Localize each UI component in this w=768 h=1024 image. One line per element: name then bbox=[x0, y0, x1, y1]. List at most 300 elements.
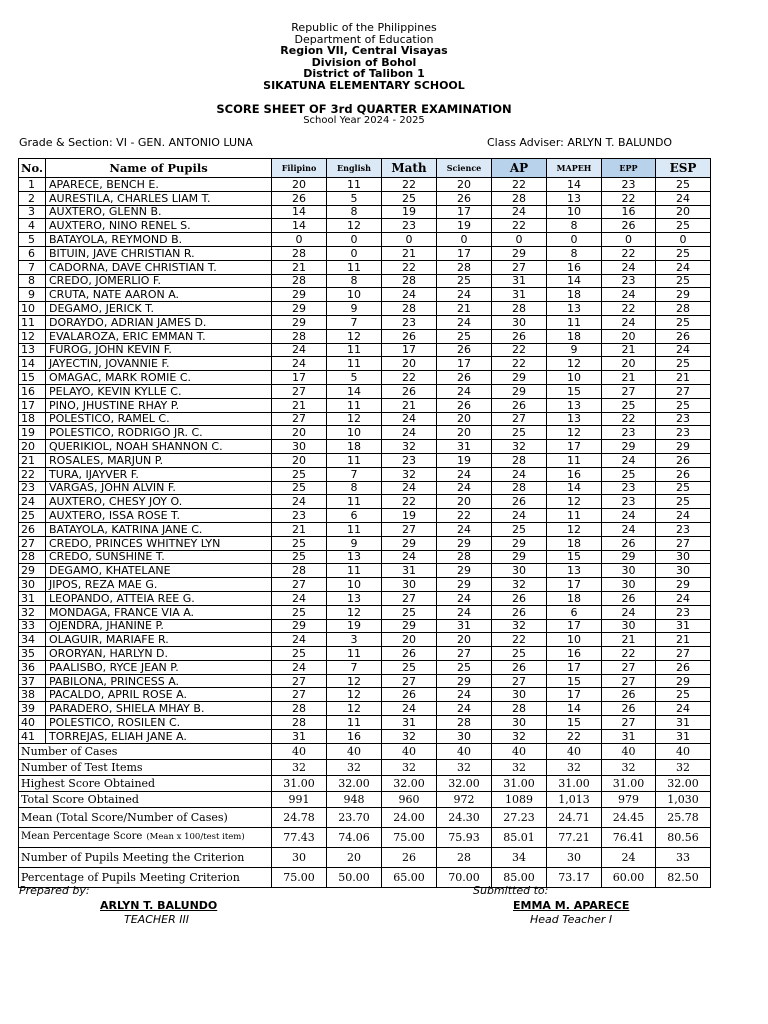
summary-value-english: 74.06 bbox=[327, 827, 382, 847]
score-filipino: 0 bbox=[272, 233, 327, 247]
pupil-name: PACALDO, APRIL ROSE A. bbox=[46, 688, 272, 702]
summary-value-mapeh: 32 bbox=[547, 759, 602, 775]
score-science: 24 bbox=[437, 702, 492, 716]
score-english: 11 bbox=[327, 453, 382, 467]
summary-value-mapeh: 40 bbox=[547, 743, 602, 759]
score-epp: 22 bbox=[602, 647, 656, 661]
score-math: 32 bbox=[382, 440, 437, 454]
summary-label bbox=[19, 791, 272, 807]
summary-value-epp: 76.41 bbox=[602, 827, 656, 847]
pupil-name: AUXTERO, NINO RENEL S. bbox=[46, 219, 272, 233]
score-epp: 24 bbox=[602, 509, 656, 523]
pupil-number: 35 bbox=[19, 647, 46, 661]
score-epp: 21 bbox=[602, 633, 656, 647]
score-math: 20 bbox=[382, 357, 437, 371]
pupil-name: POLESTICO, ROSILEN C. bbox=[46, 716, 272, 730]
table-row bbox=[19, 674, 711, 688]
summary-label-note: (Mean x 100/test item) bbox=[146, 832, 245, 843]
score-esp: 29 bbox=[656, 578, 711, 592]
score-english: 11 bbox=[327, 178, 382, 192]
pupil-number: 11 bbox=[19, 315, 46, 329]
pupil-number: 24 bbox=[19, 495, 46, 509]
score-epp: 16 bbox=[602, 205, 656, 219]
score-mapeh: 16 bbox=[547, 260, 602, 274]
score-esp: 25 bbox=[656, 688, 711, 702]
score-epp: 26 bbox=[602, 591, 656, 605]
score-math: 29 bbox=[382, 536, 437, 550]
summary-value-science: 24.30 bbox=[437, 807, 492, 827]
pupil-name: LEOPANDO, ATTEIA REE G. bbox=[46, 591, 272, 605]
score-filipino: 24 bbox=[272, 357, 327, 371]
score-mapeh: 14 bbox=[547, 481, 602, 495]
score-epp: 26 bbox=[602, 702, 656, 716]
table-row bbox=[19, 288, 711, 302]
summary-value-mapeh: 77.21 bbox=[547, 827, 602, 847]
score-english: 12 bbox=[327, 605, 382, 619]
score-science: 26 bbox=[437, 371, 492, 385]
score-table bbox=[18, 158, 711, 888]
table-row bbox=[19, 440, 711, 454]
score-mapeh: 8 bbox=[547, 246, 602, 260]
header-region: Region VII, Central Visayas bbox=[280, 44, 448, 57]
score-math: 21 bbox=[382, 398, 437, 412]
score-mapeh: 8 bbox=[547, 219, 602, 233]
score-english: 8 bbox=[327, 481, 382, 495]
score-english: 12 bbox=[327, 219, 382, 233]
score-esp: 29 bbox=[656, 440, 711, 454]
summary-value-english: 948 bbox=[327, 791, 382, 807]
pupil-number: 36 bbox=[19, 660, 46, 674]
score-english: 16 bbox=[327, 729, 382, 743]
summary-label-text: Mean (Total Score/Number of Cases) bbox=[21, 810, 228, 824]
summary-value-mapeh: 73.17 bbox=[547, 867, 602, 887]
table-row bbox=[19, 426, 711, 440]
pupil-number: 12 bbox=[19, 329, 46, 343]
summary-label-text: Percentage of Pupils Meeting Criterion bbox=[21, 870, 240, 884]
score-ap: 29 bbox=[492, 550, 547, 564]
score-english: 11 bbox=[327, 564, 382, 578]
table-row bbox=[19, 453, 711, 467]
pupil-number: 2 bbox=[19, 191, 46, 205]
summary-value-english: 50.00 bbox=[327, 867, 382, 887]
score-filipino: 28 bbox=[272, 274, 327, 288]
score-esp: 24 bbox=[656, 702, 711, 716]
score-epp: 25 bbox=[602, 467, 656, 481]
score-math: 21 bbox=[382, 246, 437, 260]
pupil-name: EVALAROZA, ERIC EMMAN T. bbox=[46, 329, 272, 343]
table-row bbox=[19, 178, 711, 192]
score-filipino: 27 bbox=[272, 674, 327, 688]
pupil-name: DEGAMO, JERICK T. bbox=[46, 302, 272, 316]
score-filipino: 14 bbox=[272, 219, 327, 233]
summary-value-epp: 32 bbox=[602, 759, 656, 775]
score-english: 11 bbox=[327, 495, 382, 509]
summary-value-esp: 32.00 bbox=[656, 775, 711, 791]
score-science: 24 bbox=[437, 591, 492, 605]
pupil-name: AUXTERO, GLENN B. bbox=[46, 205, 272, 219]
score-english: 10 bbox=[327, 578, 382, 592]
score-filipino: 27 bbox=[272, 384, 327, 398]
summary-value-ap: 34 bbox=[492, 847, 547, 867]
score-science: 24 bbox=[437, 467, 492, 481]
summary-value-filipino: 31.00 bbox=[272, 775, 327, 791]
pupil-number: 38 bbox=[19, 688, 46, 702]
score-science: 28 bbox=[437, 550, 492, 564]
score-science: 27 bbox=[437, 647, 492, 661]
pupil-name: CRUTA, NATE AARON A. bbox=[46, 288, 272, 302]
score-ap: 29 bbox=[492, 246, 547, 260]
score-epp: 0 bbox=[602, 233, 656, 247]
score-epp: 23 bbox=[602, 495, 656, 509]
score-english: 8 bbox=[327, 205, 382, 219]
score-epp: 24 bbox=[602, 315, 656, 329]
score-science: 26 bbox=[437, 398, 492, 412]
score-epp: 21 bbox=[602, 343, 656, 357]
score-filipino: 25 bbox=[272, 481, 327, 495]
pupil-number: 34 bbox=[19, 633, 46, 647]
score-filipino: 26 bbox=[272, 191, 327, 205]
summary-label-text: Highest Score Obtained bbox=[21, 776, 156, 790]
score-ap: 28 bbox=[492, 481, 547, 495]
summary-value-ap: 85.00 bbox=[492, 867, 547, 887]
score-esp: 0 bbox=[656, 233, 711, 247]
score-math: 19 bbox=[382, 205, 437, 219]
score-filipino: 20 bbox=[272, 453, 327, 467]
col-math: Math bbox=[382, 159, 437, 178]
score-english: 12 bbox=[327, 674, 382, 688]
pupil-name: VARGAS, JOHN ALVIN F. bbox=[46, 481, 272, 495]
score-esp: 26 bbox=[656, 329, 711, 343]
summary-value-filipino: 24.78 bbox=[272, 807, 327, 827]
score-filipino: 21 bbox=[272, 260, 327, 274]
score-mapeh: 14 bbox=[547, 702, 602, 716]
pupil-name: OMAGAC, MARK ROMIE C. bbox=[46, 371, 272, 385]
pupil-number: 41 bbox=[19, 729, 46, 743]
score-ap: 32 bbox=[492, 729, 547, 743]
score-ap: 26 bbox=[492, 495, 547, 509]
score-epp: 20 bbox=[602, 357, 656, 371]
score-math: 29 bbox=[382, 619, 437, 633]
score-science: 29 bbox=[437, 564, 492, 578]
table-header-row bbox=[19, 159, 711, 178]
score-science: 29 bbox=[437, 536, 492, 550]
summary-value-esp: 80.56 bbox=[656, 827, 711, 847]
summary-value-english: 20 bbox=[327, 847, 382, 867]
score-epp: 26 bbox=[602, 219, 656, 233]
score-mapeh: 11 bbox=[547, 509, 602, 523]
score-epp: 22 bbox=[602, 412, 656, 426]
table-row bbox=[19, 605, 711, 619]
score-english: 7 bbox=[327, 660, 382, 674]
score-math: 24 bbox=[382, 412, 437, 426]
score-science: 26 bbox=[437, 343, 492, 357]
score-epp: 30 bbox=[602, 578, 656, 592]
score-science: 29 bbox=[437, 578, 492, 592]
summary-value-english: 23.70 bbox=[327, 807, 382, 827]
header-republic: Republic of the Philippines bbox=[291, 21, 437, 34]
score-esp: 29 bbox=[656, 674, 711, 688]
prepared-by-role: TEACHER III bbox=[124, 913, 189, 926]
score-filipino: 27 bbox=[272, 688, 327, 702]
score-filipino: 25 bbox=[272, 467, 327, 481]
score-science: 31 bbox=[437, 440, 492, 454]
score-ap: 0 bbox=[492, 233, 547, 247]
score-epp: 20 bbox=[602, 329, 656, 343]
score-epp: 23 bbox=[602, 426, 656, 440]
score-ap: 24 bbox=[492, 467, 547, 481]
score-math: 27 bbox=[382, 522, 437, 536]
summary-row bbox=[19, 807, 711, 827]
score-science: 24 bbox=[437, 481, 492, 495]
score-mapeh: 13 bbox=[547, 412, 602, 426]
summary-value-science: 32.00 bbox=[437, 775, 492, 791]
summary-row bbox=[19, 867, 711, 887]
summary-value-science: 32 bbox=[437, 759, 492, 775]
pupil-number: 17 bbox=[19, 398, 46, 412]
pupil-name: CREDO, JOMERLIO F. bbox=[46, 274, 272, 288]
score-science: 26 bbox=[437, 191, 492, 205]
score-english: 13 bbox=[327, 550, 382, 564]
score-filipino: 28 bbox=[272, 702, 327, 716]
score-ap: 29 bbox=[492, 536, 547, 550]
score-ap: 25 bbox=[492, 647, 547, 661]
table-row bbox=[19, 660, 711, 674]
col-filipino: Filipino bbox=[272, 159, 327, 178]
pupil-name: POLESTICO, RODRIGO JR. C. bbox=[46, 426, 272, 440]
score-esp: 23 bbox=[656, 605, 711, 619]
score-ap: 32 bbox=[492, 619, 547, 633]
score-science: 30 bbox=[437, 729, 492, 743]
score-epp: 24 bbox=[602, 453, 656, 467]
score-science: 25 bbox=[437, 329, 492, 343]
score-english: 5 bbox=[327, 191, 382, 205]
summary-value-math: 32 bbox=[382, 759, 437, 775]
score-math: 22 bbox=[382, 178, 437, 192]
score-esp: 24 bbox=[656, 509, 711, 523]
summary-label-text: Number of Test Items bbox=[21, 760, 143, 774]
summary-value-math: 75.00 bbox=[382, 827, 437, 847]
pupil-name: BATAYOLA, KATRINA JANE C. bbox=[46, 522, 272, 536]
score-esp: 25 bbox=[656, 495, 711, 509]
score-epp: 25 bbox=[602, 398, 656, 412]
pupil-number: 16 bbox=[19, 384, 46, 398]
summary-value-ap: 40 bbox=[492, 743, 547, 759]
score-ap: 30 bbox=[492, 315, 547, 329]
score-esp: 31 bbox=[656, 729, 711, 743]
score-mapeh: 13 bbox=[547, 398, 602, 412]
summary-value-epp: 24 bbox=[602, 847, 656, 867]
score-science: 25 bbox=[437, 274, 492, 288]
summary-label bbox=[19, 807, 272, 827]
score-english: 12 bbox=[327, 329, 382, 343]
score-english: 8 bbox=[327, 274, 382, 288]
score-esp: 25 bbox=[656, 274, 711, 288]
score-mapeh: 16 bbox=[547, 467, 602, 481]
score-ap: 26 bbox=[492, 398, 547, 412]
score-filipino: 27 bbox=[272, 412, 327, 426]
score-esp: 23 bbox=[656, 522, 711, 536]
score-esp: 31 bbox=[656, 716, 711, 730]
sheet-title: SCORE SHEET OF 3rd QUARTER EXAMINATION bbox=[216, 102, 512, 116]
pupil-name: JIPOS, REZA MAE G. bbox=[46, 578, 272, 592]
header-district: District of Talibon 1 bbox=[303, 67, 425, 80]
score-epp: 24 bbox=[602, 288, 656, 302]
score-epp: 23 bbox=[602, 274, 656, 288]
score-epp: 26 bbox=[602, 688, 656, 702]
score-math: 27 bbox=[382, 591, 437, 605]
score-ap: 25 bbox=[492, 426, 547, 440]
pupil-name: OLAGUIR, MARIAFE R. bbox=[46, 633, 272, 647]
score-filipino: 24 bbox=[272, 495, 327, 509]
score-science: 20 bbox=[437, 412, 492, 426]
table-row bbox=[19, 343, 711, 357]
col-esp: ESP bbox=[656, 159, 711, 178]
score-english: 6 bbox=[327, 509, 382, 523]
score-esp: 20 bbox=[656, 205, 711, 219]
col-epp: EPP bbox=[602, 159, 656, 178]
pupil-name: TORREJAS, ELIAH JANE A. bbox=[46, 729, 272, 743]
pupil-name: AUXTERO, ISSA ROSE T. bbox=[46, 509, 272, 523]
score-mapeh: 12 bbox=[547, 357, 602, 371]
score-math: 17 bbox=[382, 343, 437, 357]
pupil-number: 4 bbox=[19, 219, 46, 233]
school-year: School Year 2024 - 2025 bbox=[303, 115, 425, 126]
pupil-number: 30 bbox=[19, 578, 46, 592]
score-english: 11 bbox=[327, 343, 382, 357]
score-english: 12 bbox=[327, 688, 382, 702]
table-row bbox=[19, 329, 711, 343]
pupil-name: AUXTERO, CHESY JOY O. bbox=[46, 495, 272, 509]
header-school: SIKATUNA ELEMENTARY SCHOOL bbox=[263, 78, 465, 92]
score-esp: 21 bbox=[656, 371, 711, 385]
score-math: 22 bbox=[382, 260, 437, 274]
score-ap: 31 bbox=[492, 288, 547, 302]
score-science: 24 bbox=[437, 315, 492, 329]
pupil-number: 8 bbox=[19, 274, 46, 288]
pupil-name: DEGAMO, KHATELANE bbox=[46, 564, 272, 578]
score-ap: 22 bbox=[492, 178, 547, 192]
summary-label bbox=[19, 847, 272, 867]
pupil-number: 28 bbox=[19, 550, 46, 564]
summary-value-epp: 40 bbox=[602, 743, 656, 759]
score-math: 23 bbox=[382, 315, 437, 329]
score-math: 23 bbox=[382, 453, 437, 467]
score-ap: 22 bbox=[492, 633, 547, 647]
col-english: English bbox=[327, 159, 382, 178]
table-row bbox=[19, 591, 711, 605]
pupil-number: 31 bbox=[19, 591, 46, 605]
score-science: 20 bbox=[437, 178, 492, 192]
score-esp: 25 bbox=[656, 315, 711, 329]
summary-value-math: 26 bbox=[382, 847, 437, 867]
pupil-name: ORORYAN, HARLYN D. bbox=[46, 647, 272, 661]
prepared-by-name: ARLYN T. BALUNDO bbox=[100, 899, 218, 912]
score-filipino: 25 bbox=[272, 550, 327, 564]
score-mapeh: 13 bbox=[547, 564, 602, 578]
score-esp: 24 bbox=[656, 260, 711, 274]
score-mapeh: 17 bbox=[547, 688, 602, 702]
score-epp: 23 bbox=[602, 481, 656, 495]
pupil-number: 3 bbox=[19, 205, 46, 219]
table-row bbox=[19, 315, 711, 329]
summary-value-mapeh: 30 bbox=[547, 847, 602, 867]
score-esp: 29 bbox=[656, 288, 711, 302]
score-filipino: 31 bbox=[272, 729, 327, 743]
score-science: 24 bbox=[437, 605, 492, 619]
score-mapeh: 18 bbox=[547, 536, 602, 550]
table-row bbox=[19, 688, 711, 702]
score-epp: 29 bbox=[602, 550, 656, 564]
score-esp: 23 bbox=[656, 426, 711, 440]
pupil-number: 7 bbox=[19, 260, 46, 274]
score-filipino: 24 bbox=[272, 633, 327, 647]
score-science: 24 bbox=[437, 688, 492, 702]
score-ap: 32 bbox=[492, 578, 547, 592]
score-math: 31 bbox=[382, 564, 437, 578]
score-mapeh: 10 bbox=[547, 371, 602, 385]
summary-value-science: 40 bbox=[437, 743, 492, 759]
score-mapeh: 22 bbox=[547, 729, 602, 743]
score-mapeh: 15 bbox=[547, 550, 602, 564]
summary-value-epp: 24.45 bbox=[602, 807, 656, 827]
pupil-name: JAYECTIN, JOVANNIE F. bbox=[46, 357, 272, 371]
score-esp: 24 bbox=[656, 591, 711, 605]
score-english: 18 bbox=[327, 440, 382, 454]
score-math: 25 bbox=[382, 660, 437, 674]
pupil-name: PINO, JHUSTINE RHAY P. bbox=[46, 398, 272, 412]
score-english: 7 bbox=[327, 467, 382, 481]
score-epp: 30 bbox=[602, 619, 656, 633]
score-filipino: 28 bbox=[272, 246, 327, 260]
summary-value-esp: 82.50 bbox=[656, 867, 711, 887]
summary-value-english: 32.00 bbox=[327, 775, 382, 791]
score-ap: 22 bbox=[492, 357, 547, 371]
score-math: 0 bbox=[382, 233, 437, 247]
summary-value-math: 960 bbox=[382, 791, 437, 807]
summary-value-science: 972 bbox=[437, 791, 492, 807]
score-esp: 25 bbox=[656, 219, 711, 233]
score-math: 26 bbox=[382, 384, 437, 398]
pupil-name: PABILONA, PRINCESS A. bbox=[46, 674, 272, 688]
summary-value-ap: 27.23 bbox=[492, 807, 547, 827]
submitted-to-label: Submitted to: bbox=[473, 884, 549, 897]
pupil-name: POLESTICO, RAMEL C. bbox=[46, 412, 272, 426]
score-esp: 25 bbox=[656, 481, 711, 495]
score-esp: 24 bbox=[656, 191, 711, 205]
score-math: 23 bbox=[382, 219, 437, 233]
score-filipino: 24 bbox=[272, 591, 327, 605]
summary-value-epp: 31.00 bbox=[602, 775, 656, 791]
summary-value-ap: 1089 bbox=[492, 791, 547, 807]
summary-row bbox=[19, 759, 711, 775]
pupil-name: TURA, IJAYVER F. bbox=[46, 467, 272, 481]
score-mapeh: 13 bbox=[547, 302, 602, 316]
score-english: 11 bbox=[327, 260, 382, 274]
header-division: Division of Bohol bbox=[311, 55, 417, 69]
col-no: No. bbox=[19, 159, 46, 178]
table-row bbox=[19, 522, 711, 536]
score-english: 11 bbox=[327, 398, 382, 412]
score-ap: 32 bbox=[492, 440, 547, 454]
score-science: 29 bbox=[437, 674, 492, 688]
score-filipino: 17 bbox=[272, 371, 327, 385]
summary-value-math: 40 bbox=[382, 743, 437, 759]
summary-value-esp: 32 bbox=[656, 759, 711, 775]
pupil-name: QUERIKIOL, NOAH SHANNON C. bbox=[46, 440, 272, 454]
score-epp: 22 bbox=[602, 246, 656, 260]
score-epp: 27 bbox=[602, 660, 656, 674]
score-mapeh: 15 bbox=[547, 674, 602, 688]
